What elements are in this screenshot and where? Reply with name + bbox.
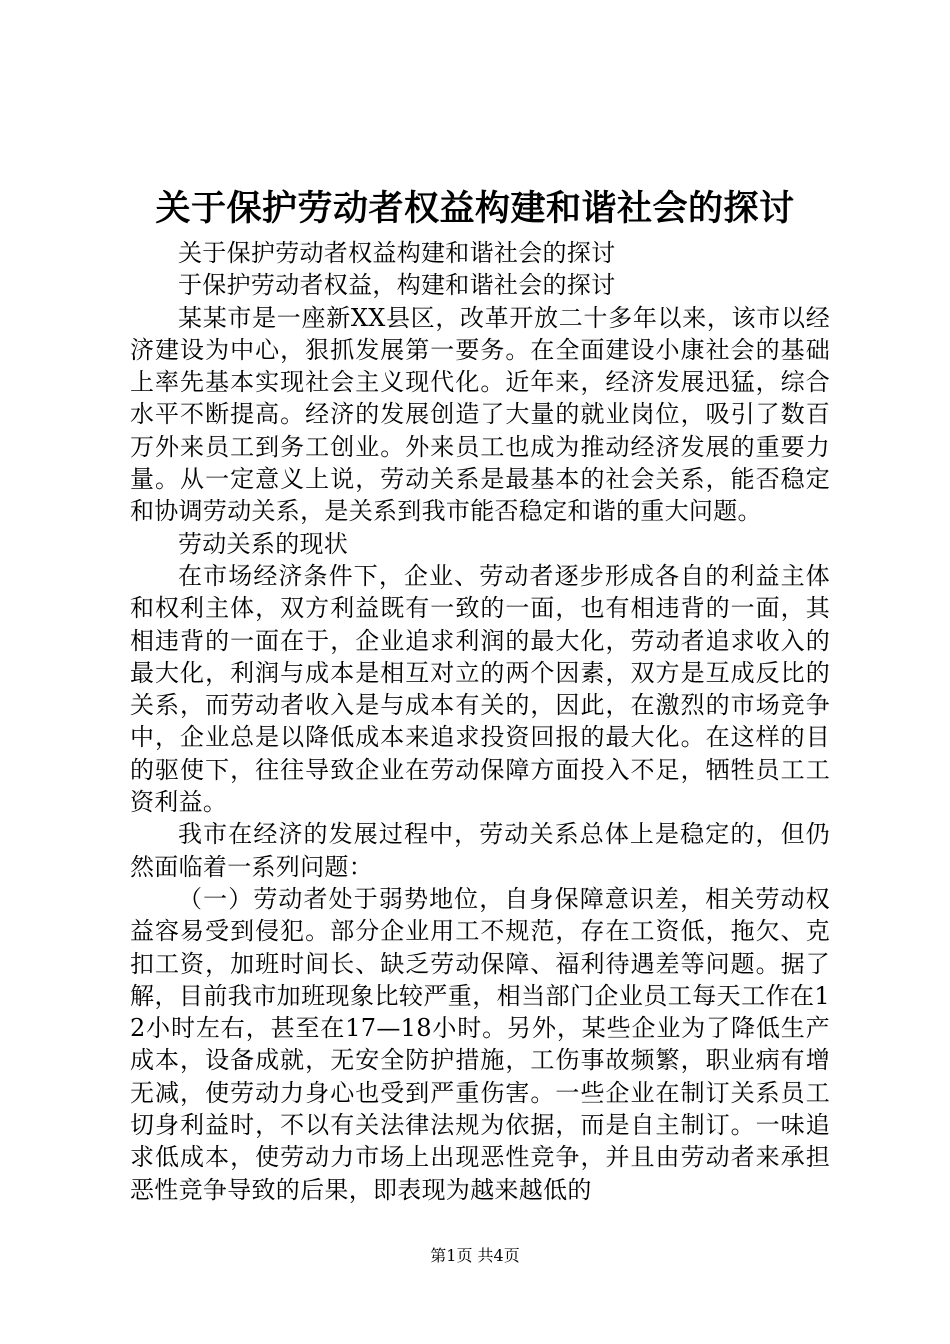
- section-heading-status: 劳动关系的现状: [178, 529, 349, 558]
- paragraph-intro: 某某市是一座新XX县区，改革开放二十多年以来，该市以经济建设为中心，狠抓发展第一要务。在全面建设小康社会的基础上率先基本实现社会主义现代化。近年来，经济发展迅猛，综合水平不断提高。经济的发展创造了大量的就业岗位，吸引了数百万外来员工到务工创业。外来员工也成为推动经济发展的重要力量。从一定意义上说，劳动关系是最基本的社会关系，能否稳定和协调劳动关系，是关系到我市能否稳定和谐的重大问题。: [130, 303, 830, 526]
- document-body: [130, 237, 830, 1206]
- paragraph-problem-1: （一）劳动者处于弱势地位，自身保障意识差，相关劳动权益容易受到侵犯。部分企业用工不规范，存在工资低，拖欠、克扣工资，加班时间长、缺乏劳动保障、福利待遇差等问题。据了解，目前我市加班现象比较严重，相当部门企业员工每天工作在12小时左右，甚至在17—18小时。另外，某些企业为了降低生产成本，设备成就，无安全防护措施，工伤事故频繁，职业病有增无减，使劳动力身心也受到严重伤害。一些企业在制订关系员工切身利益时，不以有关法律法规为依据，而是自主制订。一味追求低成本，使劳动力市场上出现恶性竞争，并且由劳动者来承担恶性竞争导致的后果，即表现为越来越低的: [130, 884, 830, 1204]
- paragraph-subtitle-2: 于保护劳动者权益，构建和谐社会的探讨: [178, 271, 616, 300]
- paragraph-problems-intro: 我市在经济的发展过程中，劳动关系总体上是稳定的，但仍然面临着一系列问题：: [130, 820, 830, 881]
- paragraph-market: 在市场经济条件下，企业、劳动者逐步形成各自的利益主体和权利主体，双方利益既有一致的一面，也有相违背的一面，其相违背的一面在于，企业追求利润的最大化，劳动者追求收入的最大化，利润与成本是相互对立的两个因素，双方是互成反比的关系，而劳动者收入是与成本有关的，因此，在激烈的市场竞争中，企业总是以降低成本来追求投资回报的最大化。在这样的目的驱使下，往往导致企业在劳动保障方面投入不足，牺牲员工工资利益。: [130, 561, 830, 817]
- paragraph-subtitle: 关于保护劳动者权益构建和谐社会的探讨: [178, 239, 616, 267]
- page-number: 第1页 共4页: [430, 1246, 520, 1265]
- document-title: 关于保护劳动者权益构建和谐社会的探讨: [155, 188, 795, 229]
